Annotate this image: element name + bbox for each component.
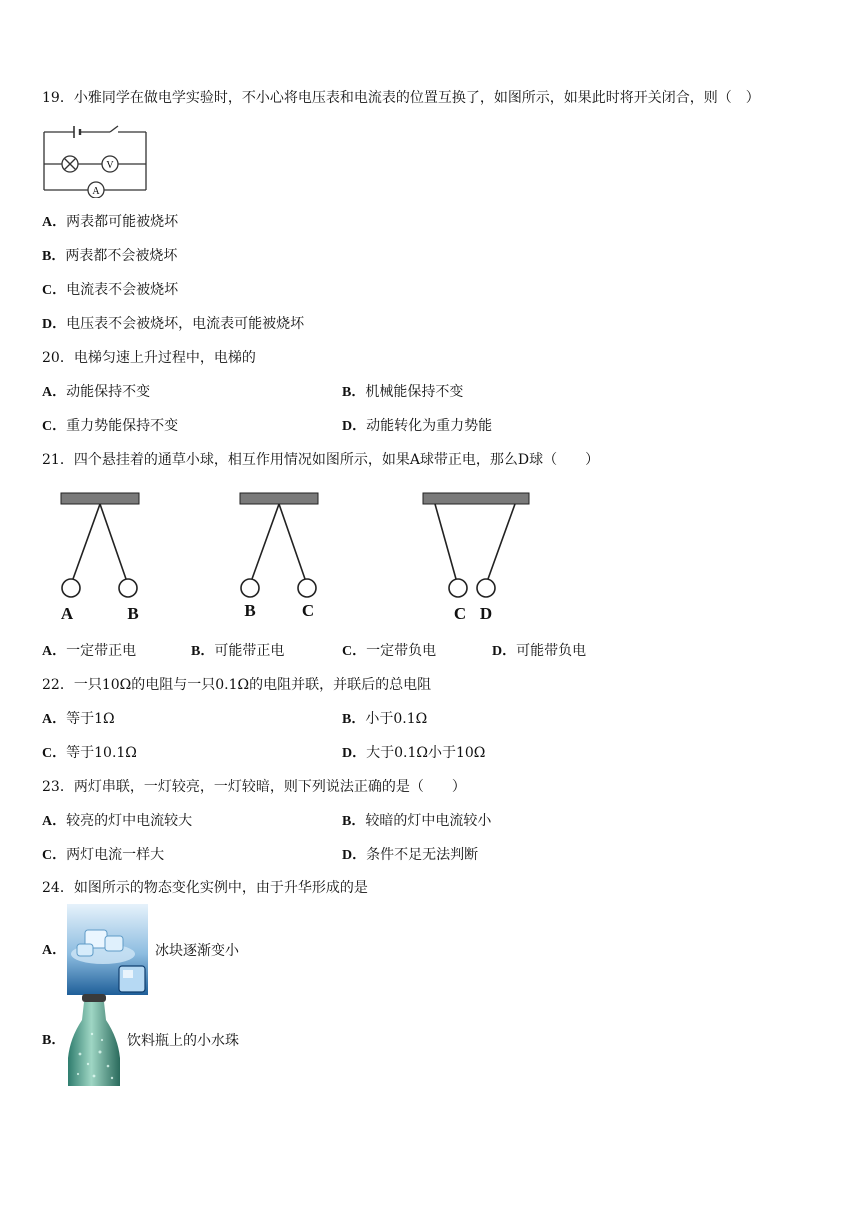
q24-option-b-text: 饮料瓶上的小水珠: [127, 1033, 239, 1049]
q21-stem: 21．四个悬挂着的通草小球，相互作用情况如图所示，如果A球带正电，那么D球（ ）: [42, 452, 600, 468]
q22-stem: 22．一只10Ω的电阻与一只0.1Ω的电阻并联，并联后的总电阻: [42, 677, 432, 693]
q23-option-d[interactable]: D．条件不足无法判断: [342, 847, 479, 863]
q22-option-b[interactable]: B．小于0.1Ω: [342, 711, 428, 727]
q20-option-b[interactable]: B．机械能保持不变: [342, 384, 464, 400]
q23-option-a[interactable]: A．较亮的灯中电流较大: [42, 813, 193, 829]
q21-pith-balls-diagram: [55, 490, 545, 625]
q20-option-d[interactable]: D．动能转化为重力势能: [342, 418, 493, 434]
q19-option-c[interactable]: C．电流表不会被烧坏: [42, 282, 179, 298]
q23-stem: 23．两灯串联，一灯较亮，一灯较暗，则下列说法正确的是（ ）: [42, 779, 466, 795]
voltmeter-symbol: V: [106, 160, 114, 171]
q24-option-a-letter[interactable]: A．: [42, 943, 67, 958]
q19-circuit-diagram: [40, 122, 152, 198]
ball-label-c2: C: [453, 604, 467, 623]
q23-option-c[interactable]: C．两灯电流一样大: [42, 847, 165, 863]
q19-stem: 19．小雅同学在做电学实验时，不小心将电压表和电流表的位置互换了，如图所示，如果此时将开关闭合，则（ ）: [42, 90, 760, 106]
q21-option-c[interactable]: C．一定带负电: [342, 643, 437, 659]
q23-option-b[interactable]: B．较暗的灯中电流较小: [342, 813, 492, 829]
q24-stem: 24．如图所示的物态变化实例中，由于升华形成的是: [42, 880, 368, 896]
ball-label-b: B: [127, 604, 139, 623]
ammeter-symbol: A: [92, 186, 100, 197]
q19-option-b[interactable]: B．两表都不会被烧坏: [42, 248, 178, 264]
q24-option-a-text: 冰块逐渐变小: [155, 943, 239, 959]
q22-option-c[interactable]: C．等于10.1Ω: [42, 745, 137, 761]
ball-label-a: A: [60, 604, 74, 623]
ball-label-c: C: [301, 601, 315, 620]
q21-option-b[interactable]: B．可能带正电: [191, 643, 285, 659]
q21-option-d[interactable]: D．可能带负电: [492, 643, 587, 659]
q21-option-a[interactable]: A．一定带正电: [42, 643, 137, 659]
ice-cubes-image: [67, 904, 148, 995]
q19-option-a[interactable]: A．两表都可能被烧坏: [42, 214, 179, 230]
q22-option-a[interactable]: A．等于1Ω: [42, 711, 115, 727]
q19-option-d[interactable]: D．电压表不会被烧坏，电流表可能被烧坏: [42, 316, 305, 332]
q20-option-a[interactable]: A．动能保持不变: [42, 384, 151, 400]
ball-label-b2: B: [244, 601, 256, 620]
q22-option-d[interactable]: D．大于0.1Ω小于10Ω: [342, 745, 486, 761]
q20-stem: 20．电梯匀速上升过程中，电梯的: [42, 350, 256, 366]
soda-bottle-image: [66, 994, 122, 1086]
q24-option-b-letter[interactable]: B．: [42, 1033, 66, 1048]
q20-option-c[interactable]: C．重力势能保持不变: [42, 418, 179, 434]
ball-label-d: D: [479, 604, 493, 623]
